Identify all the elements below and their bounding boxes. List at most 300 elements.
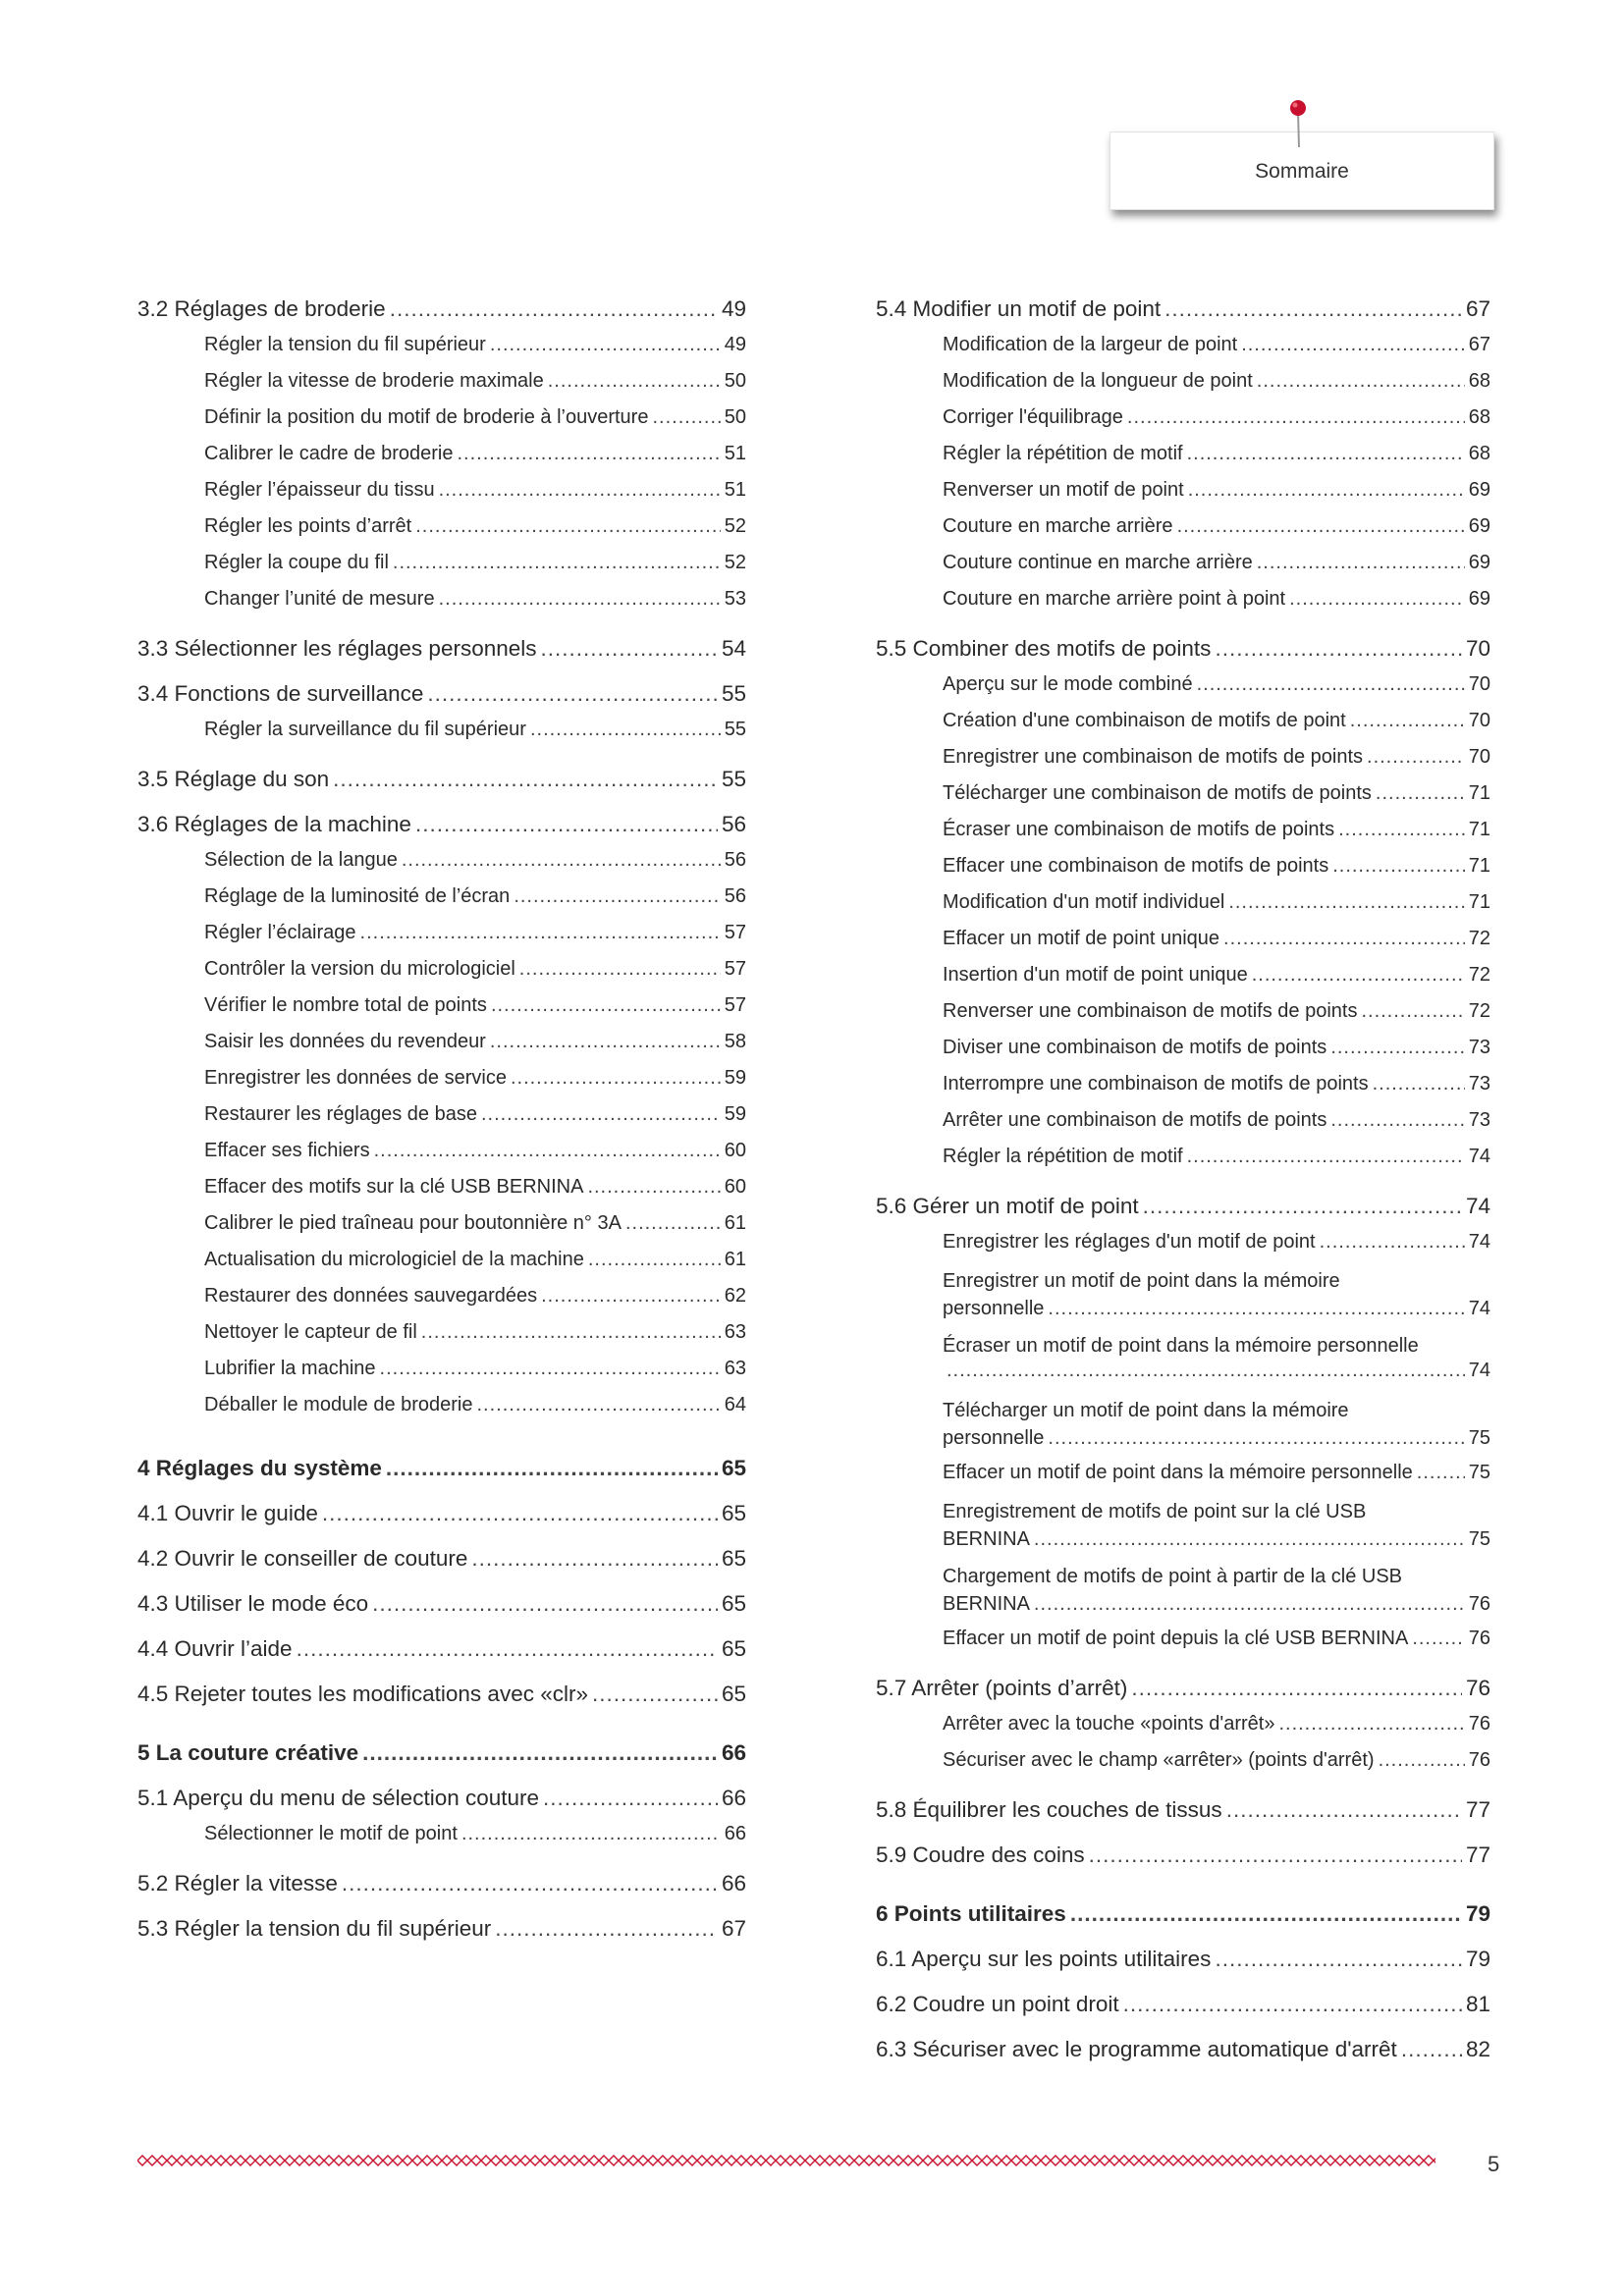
toc-page-number: 55 — [721, 767, 746, 791]
toc-page-number: 51 — [724, 443, 746, 464]
toc-entry-title: 5.2 Régler la vitesse — [137, 1871, 338, 1896]
toc-entry-title: Changer l’unité de mesure — [204, 588, 435, 610]
toc-entry-title: 4.4 Ouvrir l’aide — [137, 1636, 293, 1661]
toc-page-number: 56 — [724, 885, 746, 907]
toc-subsection[interactable] — [137, 1067, 746, 1103]
toc-subsection[interactable] — [137, 1394, 746, 1430]
dot-leader — [1187, 1146, 1465, 1168]
toc-subsection[interactable] — [137, 994, 746, 1031]
dot-leader — [1127, 406, 1465, 429]
toc-page-number: 63 — [724, 1358, 746, 1379]
toc-subsection[interactable] — [876, 1231, 1490, 1267]
toc-subsection[interactable] — [137, 1823, 746, 1859]
dot-leader — [588, 1249, 721, 1271]
toc-page-number: 50 — [724, 370, 746, 392]
toc-entry-title: 3.6 Réglages de la machine — [137, 812, 411, 836]
toc-entry-title: Régler la répétition de motif — [943, 443, 1183, 464]
toc-subsection[interactable] — [876, 746, 1490, 782]
toc-entry-title: Interrompre une combinaison de motifs de points — [943, 1073, 1369, 1095]
toc-subsection[interactable] — [137, 1358, 746, 1394]
toc-page-number: 55 — [724, 719, 746, 740]
toc-subsection[interactable] — [876, 1628, 1490, 1664]
toc-left-column — [137, 285, 746, 1953]
toc-entry-title: Modification de la largeur de point — [943, 334, 1238, 355]
toc-entry-title: Réglage de la luminosité de l’écran — [204, 885, 511, 907]
section-tab-label: Sommaire — [1255, 160, 1349, 183]
toc-page-number: 72 — [1468, 1000, 1490, 1022]
dot-leader — [495, 1916, 718, 1942]
toc-entry-title: Vérifier le nombre total de points — [204, 994, 487, 1016]
toc-entry-title: Régler la tension du fil supérieur — [204, 334, 486, 355]
dot-leader — [1332, 855, 1465, 878]
toc-page-number: 72 — [1468, 928, 1490, 949]
dot-leader — [402, 849, 721, 872]
toc-page-number: 65 — [721, 1501, 746, 1525]
toc-page-number: 66 — [721, 1740, 746, 1765]
dot-leader — [427, 681, 718, 707]
dot-leader — [372, 1591, 718, 1617]
toc-entry-title: Déballer le module de broderie — [204, 1394, 473, 1415]
dot-leader — [297, 1636, 718, 1662]
dot-leader — [1223, 928, 1465, 950]
dot-leader — [543, 1786, 718, 1811]
toc-subsection[interactable] — [876, 1037, 1490, 1073]
toc-subsection[interactable] — [876, 1109, 1490, 1146]
toc-section[interactable] — [876, 2037, 1490, 2070]
dot-leader — [1361, 1000, 1464, 1023]
toc-page-number: 58 — [724, 1031, 746, 1052]
dot-leader — [947, 1360, 1465, 1382]
toc-entry-title: 4.2 Ouvrir le conseiller de couture — [137, 1546, 468, 1571]
toc-page-number: 69 — [1468, 552, 1490, 573]
toc-page-number: 75 — [1468, 1427, 1490, 1449]
toc-entry-title: 4.3 Utiliser le mode éco — [137, 1591, 369, 1616]
toc-page-number: 74 — [1468, 1146, 1490, 1167]
toc-page-number: 67 — [721, 1916, 746, 1941]
toc-subsection[interactable] — [876, 964, 1490, 1000]
toc-entry-title: Diviser une combinaison de motifs de points — [943, 1037, 1327, 1058]
toc-page-number: 67 — [1468, 334, 1490, 355]
toc-subsection[interactable] — [137, 334, 746, 370]
dot-leader — [548, 370, 721, 393]
toc-section[interactable] — [137, 1636, 746, 1670]
toc-entry-title: Modification de la longueur de point — [943, 370, 1253, 392]
dot-leader — [390, 296, 718, 322]
dot-leader — [415, 812, 718, 837]
toc-page-number: 56 — [721, 812, 746, 836]
toc-subsection[interactable] — [137, 406, 746, 443]
toc-subsection[interactable] — [137, 443, 746, 479]
toc-entry-title: 4 Réglages du système — [137, 1456, 382, 1480]
toc-section[interactable] — [137, 1871, 746, 1904]
toc-entry-title: Effacer un motif de point depuis la clé USB BERNINA — [943, 1628, 1409, 1649]
toc-page-number: 59 — [724, 1067, 746, 1089]
toc-section[interactable] — [137, 1591, 746, 1625]
toc-entry-title: Restaurer des données sauvegardées — [204, 1285, 538, 1307]
toc-entry-title-continued: personnelle — [943, 1427, 1045, 1449]
page-number: 5 — [1488, 2152, 1500, 2176]
toc-entry-title: Renverser un motif de point — [943, 479, 1184, 501]
toc-page-number: 71 — [1468, 819, 1490, 840]
toc-page-number: 73 — [1468, 1109, 1490, 1131]
toc-entry-title: Régler l’éclairage — [204, 922, 356, 943]
toc-page-number: 65 — [721, 1591, 746, 1616]
toc-subsection[interactable] — [876, 1146, 1490, 1182]
toc-entry-title: 3.2 Réglages de broderie — [137, 296, 386, 321]
dot-leader — [1177, 515, 1465, 538]
toc-page-number: 75 — [1468, 1528, 1490, 1550]
toc-subsection[interactable] — [876, 443, 1490, 479]
dot-leader — [1350, 710, 1465, 732]
toc-subsection[interactable] — [137, 958, 746, 994]
toc-subsection[interactable] — [876, 588, 1490, 624]
toc-subsection[interactable] — [876, 334, 1490, 370]
dot-leader — [421, 1321, 721, 1344]
toc-entry-title: Écraser une combinaison de motifs de points — [943, 819, 1335, 840]
dot-leader — [530, 719, 721, 741]
toc-page-number: 74 — [1465, 1194, 1490, 1218]
toc-entry-title: 5.6 Gérer un motif de point — [876, 1194, 1139, 1218]
toc-entry-title: Régler l’épaisseur du tissu — [204, 479, 435, 501]
toc-page-number: 73 — [1468, 1073, 1490, 1095]
toc-page-number: 76 — [1465, 1676, 1490, 1700]
toc-page-number: 72 — [1468, 964, 1490, 986]
dot-leader — [652, 406, 720, 429]
toc-page-number: 75 — [1468, 1462, 1490, 1483]
toc-subsection[interactable] — [137, 922, 746, 958]
dot-leader — [415, 515, 721, 538]
toc-entry-title: Renverser une combinaison de motifs de points — [943, 1000, 1358, 1022]
toc-subsection[interactable] — [137, 1031, 746, 1067]
toc-subsection[interactable] — [137, 1103, 746, 1140]
dot-leader — [1187, 443, 1465, 465]
dot-leader — [461, 1823, 721, 1845]
toc-subsection[interactable] — [876, 1498, 1490, 1563]
dot-leader — [1252, 964, 1465, 987]
toc-page-number: 70 — [1468, 746, 1490, 768]
toc-entry-title: 5.3 Régler la tension du fil supérieur — [137, 1916, 492, 1941]
dot-leader — [490, 1031, 721, 1053]
toc-entry-title: 3.5 Réglage du son — [137, 767, 330, 791]
dot-leader — [1048, 1427, 1464, 1450]
toc-entry-title: Enregistrer un motif de point dans la mémoire — [943, 1270, 1340, 1292]
toc-page-number: 57 — [724, 994, 746, 1016]
toc-subsection[interactable] — [876, 891, 1490, 928]
toc-page-number: 81 — [1465, 1992, 1490, 2016]
toc-subsection[interactable] — [137, 1140, 746, 1176]
dot-leader — [491, 994, 721, 1017]
toc-section[interactable] — [137, 681, 746, 715]
dot-leader — [1123, 1992, 1462, 2017]
dot-leader — [1330, 1109, 1464, 1132]
toc-section[interactable] — [876, 1992, 1490, 2025]
toc-page-number: 51 — [724, 479, 746, 501]
toc-page-number: 66 — [724, 1823, 746, 1844]
toc-entry-title: Effacer ses fichiers — [204, 1140, 370, 1161]
dot-leader — [1412, 1628, 1464, 1650]
dot-leader — [1048, 1298, 1464, 1320]
toc-page-number: 63 — [724, 1321, 746, 1343]
toc-subsection[interactable] — [876, 1073, 1490, 1109]
toc-subsection[interactable] — [876, 406, 1490, 443]
dot-leader — [1401, 2037, 1462, 2062]
toc-page-number: 68 — [1468, 406, 1490, 428]
toc-entry-title: Sélectionner le motif de point — [204, 1823, 458, 1844]
toc-section[interactable] — [137, 296, 746, 330]
toc-page-number: 71 — [1468, 855, 1490, 877]
toc-page-number: 74 — [1468, 1231, 1490, 1253]
toc-page-number: 71 — [1468, 891, 1490, 913]
toc-page-number: 70 — [1465, 636, 1490, 661]
toc-entry-title: Aperçu sur le mode combiné — [943, 673, 1193, 695]
toc-subsection[interactable] — [876, 1713, 1490, 1749]
toc-entry-title: 3.4 Fonctions de surveillance — [137, 681, 424, 706]
toc-subsection[interactable] — [137, 1285, 746, 1321]
toc-section[interactable] — [137, 1546, 746, 1579]
toc-subsection[interactable] — [137, 885, 746, 922]
dot-leader — [1367, 746, 1465, 769]
toc-subsection[interactable] — [876, 819, 1490, 855]
dot-leader — [439, 588, 721, 611]
toc-entry-title: Calibrer le cadre de broderie — [204, 443, 454, 464]
toc-page-number: 66 — [721, 1871, 746, 1896]
toc-entry-title: Régler les points d’arrêt — [204, 515, 412, 537]
dot-leader — [1320, 1231, 1465, 1254]
dot-leader — [362, 1740, 718, 1766]
toc-subsection[interactable] — [876, 515, 1490, 552]
dot-leader — [1338, 819, 1465, 841]
toc-page-number: 62 — [724, 1285, 746, 1307]
toc-right-column — [876, 285, 1490, 2074]
dot-leader — [1197, 673, 1465, 696]
toc-subsection[interactable] — [137, 370, 746, 406]
dot-leader — [592, 1682, 718, 1707]
dot-leader — [1330, 1037, 1464, 1059]
toc-subsection[interactable] — [137, 719, 746, 755]
toc-chapter[interactable] — [876, 1901, 1490, 1935]
toc-page-number: 79 — [1465, 1901, 1490, 1926]
toc-entry-title: Définir la position du motif de broderie à l’ouverture — [204, 406, 649, 428]
toc-entry-title: 5.5 Combiner des motifs de points — [876, 636, 1212, 661]
toc-entry-title: Effacer une combinaison de motifs de points — [943, 855, 1329, 877]
toc-entry-title: Sécuriser avec le champ «arrêter» (points d'arrêt) — [943, 1749, 1375, 1771]
toc-section[interactable] — [137, 1786, 746, 1819]
dot-leader — [1289, 588, 1465, 611]
toc-entry-title: Couture en marche arrière — [943, 515, 1173, 537]
dot-leader — [519, 958, 721, 981]
toc-subsection[interactable] — [876, 928, 1490, 964]
toc-entry-title: Régler la coupe du fil — [204, 552, 389, 573]
toc-entry-title: Couture continue en marche arrière — [943, 552, 1253, 573]
toc-entry-title: Enregistrer une combinaison de motifs de points — [943, 746, 1364, 768]
toc-entry-title-continued: personnelle — [943, 1298, 1045, 1319]
toc-page-number: 55 — [721, 681, 746, 706]
toc-page-number: 67 — [1465, 296, 1490, 321]
toc-entry-title: Nettoyer le capteur de fil — [204, 1321, 417, 1343]
toc-page-number: 65 — [721, 1682, 746, 1706]
toc-entry-title: 5.7 Arrêter (points d’arrêt) — [876, 1676, 1128, 1700]
toc-subsection[interactable] — [137, 849, 746, 885]
toc-page-number: 50 — [724, 406, 746, 428]
toc-entry-title: 6 Points utilitaires — [876, 1901, 1066, 1926]
toc-subsection[interactable] — [876, 1397, 1490, 1462]
toc-page-number: 76 — [1468, 1749, 1490, 1771]
dot-leader — [457, 443, 720, 465]
toc-entry-title: 5.4 Modifier un motif de point — [876, 296, 1162, 321]
toc-subsection[interactable] — [876, 1462, 1490, 1498]
toc-page-number: 54 — [721, 636, 746, 661]
dot-leader — [380, 1358, 721, 1380]
dot-leader — [1089, 1842, 1462, 1868]
toc-section[interactable] — [137, 1682, 746, 1715]
toc-entry-title: 5.8 Équilibrer les couches de tissus — [876, 1797, 1222, 1822]
toc-page-number: 73 — [1468, 1037, 1490, 1058]
toc-entry-title: Régler la surveillance du fil supérieur — [204, 719, 526, 740]
toc-entry-title: 3.3 Sélectionner les réglages personnels — [137, 636, 537, 661]
toc-subsection[interactable] — [137, 1249, 746, 1285]
toc-entry-title: Effacer des motifs sur la clé USB BERNINA — [204, 1176, 584, 1198]
toc-page-number: 69 — [1468, 588, 1490, 610]
toc-chapter[interactable] — [137, 1456, 746, 1489]
dot-leader — [374, 1140, 721, 1162]
toc-section[interactable] — [876, 636, 1490, 669]
toc-entry-title: Effacer un motif de point unique — [943, 928, 1220, 949]
toc-subsection[interactable] — [876, 1267, 1490, 1332]
toc-entry-title: Télécharger un motif de point dans la mémoire — [943, 1400, 1349, 1421]
toc-subsection[interactable] — [876, 1563, 1490, 1628]
toc-page-number: 66 — [721, 1786, 746, 1810]
toc-page-number: 57 — [724, 958, 746, 980]
toc-section[interactable] — [137, 812, 746, 845]
dot-leader — [481, 1103, 721, 1126]
toc-page-number: 49 — [721, 296, 746, 321]
toc-section[interactable] — [137, 636, 746, 669]
dot-leader — [342, 1871, 718, 1896]
toc-section[interactable] — [876, 1947, 1490, 1980]
dot-leader — [439, 479, 721, 502]
toc-subsection[interactable] — [876, 552, 1490, 588]
toc-section[interactable] — [876, 1842, 1490, 1876]
toc-subsection[interactable] — [876, 370, 1490, 406]
toc-section[interactable] — [137, 767, 746, 800]
toc-subsection[interactable] — [137, 1321, 746, 1358]
toc-entry-title: Sélection de la langue — [204, 849, 398, 871]
toc-subsection[interactable] — [137, 552, 746, 588]
toc-entry-title: Arrêter avec la touche «points d'arrêt» — [943, 1713, 1275, 1735]
toc-section[interactable] — [137, 1501, 746, 1534]
dot-leader — [386, 1456, 718, 1481]
toc-subsection[interactable] — [876, 855, 1490, 891]
dot-leader — [333, 767, 718, 792]
toc-page-number: 60 — [724, 1140, 746, 1161]
toc-page-number: 56 — [724, 849, 746, 871]
dot-leader — [1070, 1901, 1462, 1927]
toc-subsection[interactable] — [876, 1332, 1490, 1397]
toc-page-number: 52 — [724, 515, 746, 537]
toc-page-number: 76 — [1468, 1713, 1490, 1735]
dot-leader — [625, 1212, 721, 1235]
toc-page-number: 49 — [724, 334, 746, 355]
toc-subsection[interactable] — [137, 588, 746, 624]
toc-subsection[interactable] — [876, 1000, 1490, 1037]
dot-leader — [490, 334, 721, 356]
dot-leader — [1143, 1194, 1462, 1219]
toc-subsection[interactable] — [876, 710, 1490, 746]
dot-leader — [1257, 370, 1465, 393]
toc-page-number: 61 — [724, 1212, 746, 1234]
dot-leader — [1226, 1797, 1462, 1823]
dot-leader — [1215, 636, 1462, 662]
toc-page-number: 71 — [1468, 782, 1490, 804]
toc-entry-title: 6.2 Coudre un point droit — [876, 1992, 1119, 2016]
toc-entry-title: 5.9 Coudre des coins — [876, 1842, 1085, 1867]
toc-page-number: 53 — [724, 588, 746, 610]
toc-entry-title: Saisir les données du revendeur — [204, 1031, 486, 1052]
dot-leader — [541, 1285, 721, 1308]
toc-subsection[interactable] — [137, 1212, 746, 1249]
toc-subsection[interactable] — [876, 479, 1490, 515]
toc-page-number: 52 — [724, 552, 746, 573]
toc-entry-title: Enregistrer les données de service — [204, 1067, 507, 1089]
dot-leader — [1241, 334, 1465, 356]
dot-leader — [514, 885, 720, 908]
toc-entry-title: Effacer un motif de point dans la mémoire personnelle — [943, 1462, 1413, 1483]
pushpin-icon — [1286, 98, 1310, 153]
toc-entry-title: Télécharger une combinaison de motifs de points — [943, 782, 1372, 804]
toc-page-number: 61 — [724, 1249, 746, 1270]
dot-leader — [1379, 1749, 1465, 1772]
toc-section[interactable] — [876, 296, 1490, 330]
toc-entry-title: Corriger l'équilibrage — [943, 406, 1123, 428]
toc-subsection[interactable] — [876, 673, 1490, 710]
toc-subsection[interactable] — [137, 479, 746, 515]
toc-chapter[interactable] — [137, 1740, 746, 1774]
dot-leader — [541, 636, 718, 662]
dot-leader — [360, 922, 721, 944]
toc-entry-title: Insertion d'un motif de point unique — [943, 964, 1248, 986]
toc-page-number: 60 — [724, 1176, 746, 1198]
toc-page-number: 70 — [1468, 673, 1490, 695]
toc-entry-title: Calibrer le pied traîneau pour boutonnière n° 3A — [204, 1212, 622, 1234]
toc-entry-title: Chargement de motifs de point à partir de la clé USB — [943, 1566, 1403, 1587]
toc-subsection[interactable] — [137, 1176, 746, 1212]
toc-page-number: 65 — [721, 1456, 746, 1480]
toc-section[interactable] — [876, 1676, 1490, 1709]
toc-section[interactable] — [876, 1797, 1490, 1831]
dot-leader — [1034, 1528, 1465, 1551]
toc-entry-title: Écraser un motif de point dans la mémoire personnelle — [943, 1335, 1419, 1357]
dot-leader — [587, 1176, 720, 1199]
toc-page-number: 74 — [1468, 1298, 1490, 1319]
dot-leader — [1215, 1947, 1462, 1972]
toc-entry-title: Lubrifier la machine — [204, 1358, 376, 1379]
dot-leader — [1228, 891, 1464, 914]
toc-subsection[interactable] — [876, 1749, 1490, 1786]
decorative-footer-border — [137, 2154, 1435, 2167]
toc-subsection[interactable] — [876, 782, 1490, 819]
dot-leader — [1131, 1676, 1462, 1701]
toc-section[interactable] — [876, 1194, 1490, 1227]
dot-leader — [1376, 782, 1465, 805]
dot-leader — [471, 1546, 718, 1572]
toc-section[interactable] — [137, 1916, 746, 1949]
toc-subsection[interactable] — [137, 515, 746, 552]
toc-entry-title: Modification d'un motif individuel — [943, 891, 1225, 913]
dot-leader — [1257, 552, 1465, 574]
toc-entry-title: 4.1 Ouvrir le guide — [137, 1501, 318, 1525]
toc-entry-title: Régler la vitesse de broderie maximale — [204, 370, 544, 392]
dot-leader — [1164, 296, 1462, 322]
